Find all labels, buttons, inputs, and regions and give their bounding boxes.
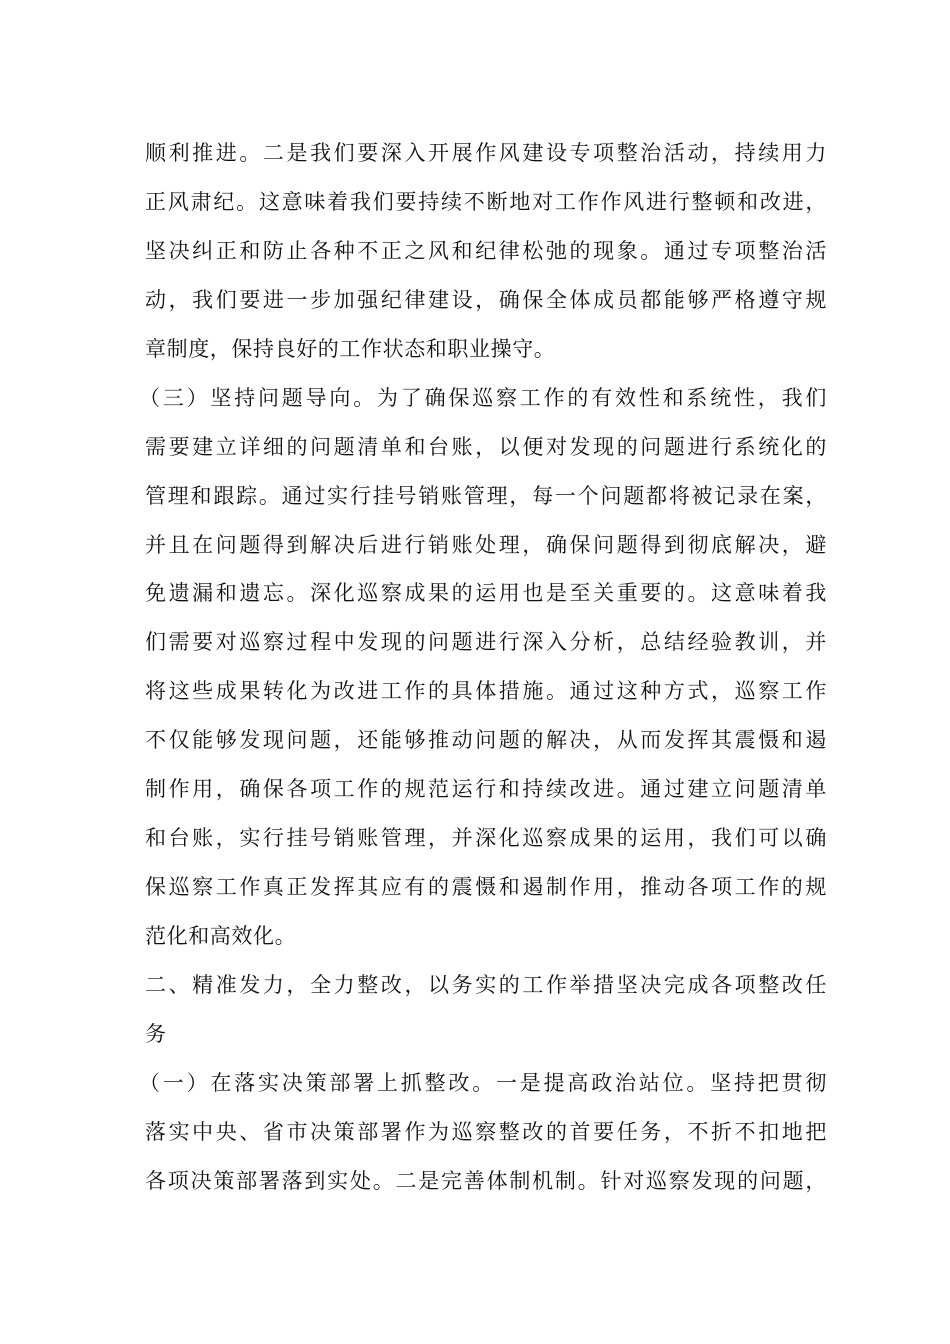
section-heading-line: （三）坚持问题导向。为了确保巡察工作的有效性和系统性，我们 [139, 385, 827, 410]
text-line: 免遗漏和遗忘。深化巡察成果的运用也是至关重要的。这意味着我 [145, 581, 827, 606]
section-heading-line: （一）在落实决策部署上抓整改。一是提高政治站位。坚持把贯彻 [139, 1070, 827, 1095]
text-line: 落实中央、省市决策部署作为巡察整改的首要任务，不折不扣地把 [145, 1119, 827, 1144]
text-line: 们需要对巡察过程中发现的问题进行深入分析，总结经验教训，并 [145, 630, 827, 655]
text-line: 章制度，保持良好的工作状态和职业操守。 [145, 336, 556, 361]
text-line: 坚决纠正和防止各种不正之风和纪律松弛的现象。通过专项整治活 [145, 238, 827, 263]
text-line: 动，我们要进一步加强纪律建设，确保全体成员都能够严格遵守规 [145, 287, 827, 312]
text-line: 管理和跟踪。通过实行挂号销账管理，每一个问题都将被记录在案， [145, 483, 827, 508]
text-line: 和台账，实行挂号销账管理，并深化巡察成果的运用，我们可以确 [145, 826, 827, 851]
text-line: 范化和高效化。 [145, 924, 297, 948]
text-line: 正风肃纪。这意味着我们要持续不断地对工作作风进行整顿和改进， [145, 189, 827, 214]
text-line: 并且在问题得到解决后进行销账处理，确保问题得到彻底解决，避 [145, 532, 827, 557]
text-line: 制作用，确保各项工作的规范运行和持续改进。通过建立问题清单 [145, 777, 827, 802]
chapter-heading-line: 务 [145, 1021, 167, 1046]
text-line: 需要建立详细的问题清单和台账，以便对发现的问题进行系统化的 [145, 434, 827, 459]
document-body [139, 129, 827, 1206]
chapter-heading-line: 二、精准发力，全力整改，以务实的工作举措坚决完成各项整改任 [145, 972, 827, 997]
text-line: 保巡察工作真正发挥其应有的震慑和遏制作用，推动各项工作的规 [145, 875, 827, 900]
text-line: 各项决策部署落到实处。二是完善体制机制。针对巡察发现的问题， [145, 1168, 827, 1193]
text-line: 将这些成果转化为改进工作的具体措施。通过这种方式，巡察工作 [145, 679, 827, 704]
text-line: 顺利推进。二是我们要深入开展作风建设专项整治活动，持续用力 [145, 141, 827, 165]
text-line: 不仅能够发现问题，还能够推动问题的解决，从而发挥其震慑和遏 [145, 728, 827, 753]
